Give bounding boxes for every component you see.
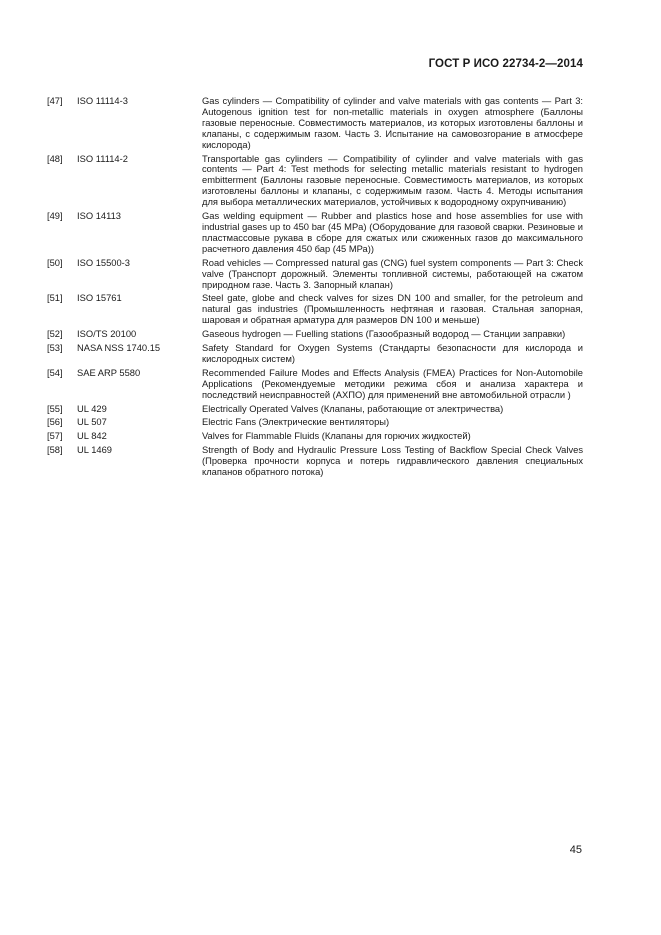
reference-title: Electric Fans (Электрические вентиляторы) bbox=[202, 417, 390, 428]
reference-number: [53] bbox=[47, 343, 63, 354]
reference-code: ISO 14113 bbox=[77, 211, 121, 222]
reference-code: SAE ARP 5580 bbox=[77, 367, 141, 378]
reference-entry-53 bbox=[47, 343, 583, 365]
reference-entry-57 bbox=[47, 431, 583, 442]
reference-code: ISO 15761 bbox=[77, 293, 122, 304]
page-number: 45 bbox=[569, 844, 582, 856]
reference-entry-54 bbox=[47, 368, 583, 401]
reference-entry-50 bbox=[47, 258, 583, 291]
reference-number: [54] bbox=[47, 367, 63, 378]
reference-entry-49 bbox=[47, 211, 583, 255]
reference-number: [50] bbox=[47, 257, 63, 268]
reference-title: Transportable gas cylinders — Compatibility of cylinder and valve materials with gas contents — Part 4: Test methods for selecting metallic materials resistant to hydrogen embitterment (Баллоны газовые переносные. Совместимость материалов, из которых изготовлены баллоны и клапаны, с содержимым газом. Часть 4. Методы испытания для выбора металлических материалов, устойчивых к водородному охрупчиванию) bbox=[202, 153, 583, 208]
reference-entry-52 bbox=[47, 329, 583, 340]
reference-code: UL 842 bbox=[77, 431, 107, 442]
reference-title: Strength of Body and Hydraulic Pressure Loss Testing of Backflow Special Check Valves (Проверка прочности корпуса и потерь гидравлического давления специальных клапанов обратного потока) bbox=[202, 445, 583, 478]
reference-entry-48 bbox=[47, 154, 583, 209]
reference-entry-47 bbox=[47, 96, 583, 151]
reference-title: Valves for Flammable Fluids (Клапаны для горючих жидкостей) bbox=[202, 431, 471, 442]
reference-number: [51] bbox=[47, 293, 63, 304]
reference-title: Electrically Operated Valves (Клапаны, работающие от электричества) bbox=[202, 403, 504, 414]
bibliography-list bbox=[47, 96, 583, 481]
reference-title: Road vehicles — Compressed natural gas (CNG) fuel system components — Part 3: Check valve (Транспорт дорожный. Элементы топливной системы, работающей на сжатом природном газе. Часть 3. Запорный клапан) bbox=[202, 257, 583, 290]
reference-number: [55] bbox=[47, 403, 63, 414]
reference-number: [49] bbox=[47, 211, 63, 222]
reference-code: ISO 15500-3 bbox=[77, 257, 130, 268]
reference-code: UL 429 bbox=[77, 403, 107, 414]
reference-entry-51 bbox=[47, 293, 583, 326]
reference-number: [56] bbox=[47, 417, 63, 428]
reference-title: Steel gate, globe and check valves for sizes DN 100 and smaller, for the petroleum and natural gas industries (Промышленность нефтяная и газовая. Стальная запорная, шаровая и обратная арматура для размеров DN 100 и меньше) bbox=[202, 293, 583, 326]
reference-title: Gaseous hydrogen — Fuelling stations (Газообразный водород — Станции заправки) bbox=[202, 329, 566, 340]
reference-entry-55 bbox=[47, 404, 583, 415]
reference-code: ISO 11114-3 bbox=[77, 96, 128, 106]
reference-number: [47] bbox=[47, 96, 63, 106]
reference-title: Gas cylinders — Compatibility of cylinder and valve materials with gas contents — Part 3: Autogenous ignition test for non-metallic materials in oxygen atmosphere (Баллоны газовые переносные. Совместимость материалов, из которых изготовлены баллоны и клапаны, с содержимым газом. Часть 3. Испытание на самовозгорание в атмосфере кислорода) bbox=[202, 96, 583, 150]
reference-code: ISO/TS 20100 bbox=[77, 329, 137, 340]
reference-code: ISO 11114-2 bbox=[77, 153, 128, 164]
document-header: ГОСТ Р ИСО 22734-2—2014 bbox=[428, 58, 583, 70]
reference-title: Gas welding equipment — Rubber and plastics hose and hose assemblies for use with industrial gases up to 450 bar (45 MPa) (Оборудование для газовой сварки. Резиновые и пластмассовые рукава в сборе для сжатых или сжиженных газов до максимального расчетного давления 450 бар (45 МРа)) bbox=[202, 211, 583, 254]
reference-entry-58 bbox=[47, 445, 583, 478]
reference-code: UL 1469 bbox=[77, 445, 112, 456]
reference-title: Recommended Failure Modes and Effects Analysis (FMEA) Practices for Non-Automobile Applications (Рекомендуемые методики режима сбоя и анализа характера и последствий неисправностей (АХПО) для применений вне автомобильной отрасли ) bbox=[202, 367, 583, 400]
reference-number: [52] bbox=[47, 329, 63, 340]
reference-number: [58] bbox=[47, 445, 63, 456]
reference-number: [48] bbox=[47, 153, 63, 164]
reference-code: UL 507 bbox=[77, 417, 107, 428]
reference-entry-56 bbox=[47, 417, 583, 428]
reference-code: NASA NSS 1740.15 bbox=[77, 343, 161, 354]
reference-title: Safety Standard for Oxygen Systems (Стандарты безопасности для кислорода и кислородных систем) bbox=[202, 343, 583, 364]
reference-number: [57] bbox=[47, 431, 63, 442]
